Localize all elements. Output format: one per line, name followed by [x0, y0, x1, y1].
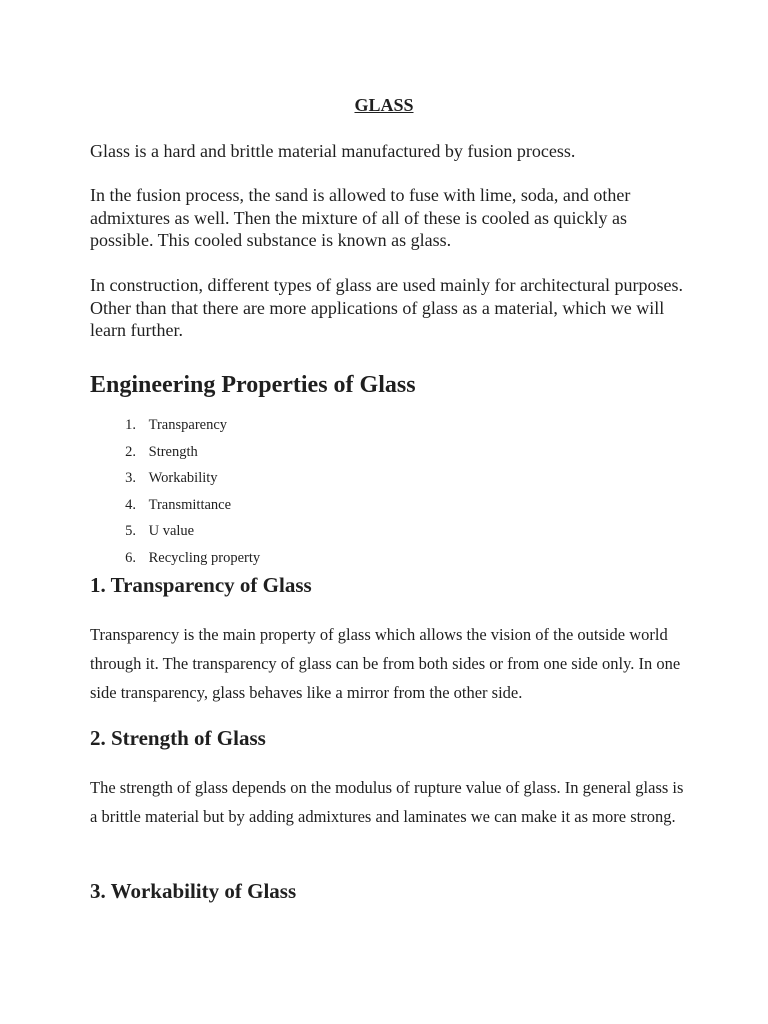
list-item — [90, 518, 260, 545]
intro-paragraph-2: In the fusion process, the sand is allowed to fuse with lime, soda, and other admixtures as well. Then the mixture of all of these is cooled as quickly as possible. This cooled substance is known as glass. — [90, 185, 631, 250]
list-item — [90, 545, 260, 572]
intro-paragraph-1: Glass is a hard and brittle material manufactured by fusion process. — [90, 141, 576, 161]
section-body-strength: The strength of glass depends on the modulus of rupture value of glass. In general glass is a brittle material but by adding admixtures and laminates we can make it as more strong. — [90, 778, 684, 826]
intro-paragraph-3: In construction, different types of glass are used mainly for architectural purposes. Other than that there are more applications of glass as a material, which we will learn further. — [90, 275, 683, 340]
list-item-number: 5. — [125, 523, 136, 539]
section-body-transparency: Transparency is the main property of glass which allows the vision of the outside world through it. The transparency of glass can be from both sides or from one side only. In one side transparency, glass behaves like a mirror from the other side. — [90, 625, 681, 702]
list-item-label: Transmittance — [148, 496, 232, 513]
properties-list — [90, 412, 260, 571]
list-item-number: 4. — [125, 496, 136, 513]
properties-heading: Engineering Properties of Glass — [90, 372, 416, 398]
list-item — [90, 492, 260, 519]
list-item-label: Recycling property — [148, 549, 261, 566]
list-item-label: U value — [148, 523, 195, 539]
list-item-number: 1. — [125, 417, 136, 433]
list-item-number: 6. — [125, 549, 136, 566]
list-item — [90, 465, 260, 492]
list-item-number: 2. — [125, 443, 136, 460]
list-item — [90, 439, 260, 466]
list-item-label: Transparency — [148, 417, 228, 433]
list-item-number: 3. — [125, 470, 136, 486]
section-heading-workability: 3. Workability of Glass — [90, 879, 297, 903]
document-title: GLASS — [354, 95, 414, 115]
list-item-label: Workability — [148, 470, 218, 486]
section-heading-transparency: 1. Transparency of Glass — [90, 573, 312, 597]
list-item — [90, 412, 260, 439]
list-item-label: Strength — [148, 443, 198, 460]
section-heading-strength: 2. Strength of Glass — [90, 726, 266, 750]
